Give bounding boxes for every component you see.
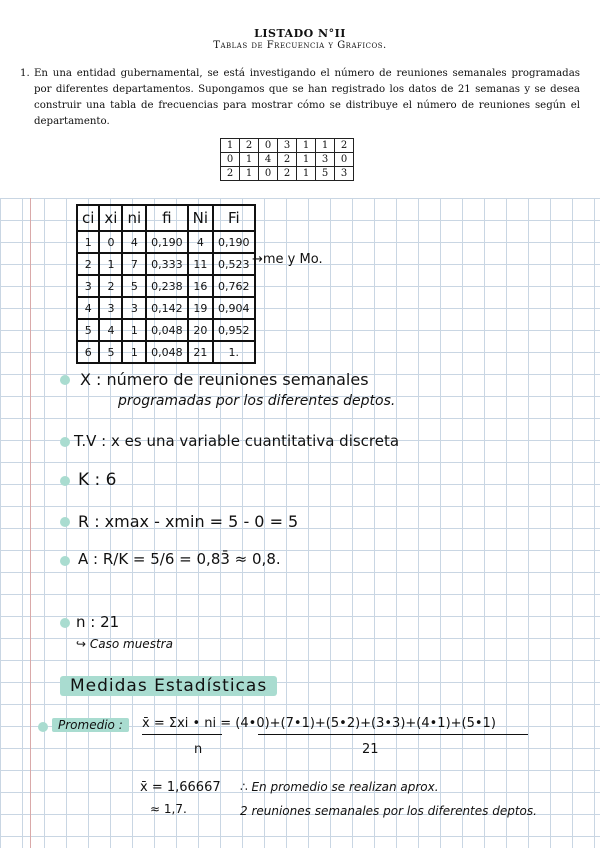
freq-header-xi: xi	[99, 205, 122, 231]
raw-data-cell: 5	[316, 167, 335, 181]
freq-cell: 0,190	[146, 231, 188, 253]
document-header	[0, 0, 600, 200]
freq-cell: 4	[122, 231, 146, 253]
freq-header-ni: Ni	[188, 205, 213, 231]
mean-formula: x̄ = Σxi • ni = (4•0)+(7•1)+(5•2)+(3•3)+(4•1)+(5•1)	[142, 716, 496, 731]
freq-cell: 1	[99, 253, 122, 275]
raw-data-cell: 0	[335, 153, 354, 167]
raw-data-cell: 3	[316, 153, 335, 167]
table-row	[77, 319, 255, 341]
mean-denominator-n: n	[194, 742, 203, 757]
freq-cell: 1	[122, 341, 146, 363]
freq-cell: 4	[77, 297, 99, 319]
freq-cell: 16	[188, 275, 213, 297]
medidas-heading: Medidas Estadísticas	[60, 676, 277, 696]
freq-header-fi: Fi	[213, 205, 255, 231]
table-row	[77, 297, 255, 319]
freq-cell: 0,762	[213, 275, 255, 297]
raw-data-cell: 1	[297, 153, 316, 167]
k-value: K : 6	[78, 470, 117, 490]
variable-definition-cont: programadas por los diferentes deptos.	[118, 393, 396, 409]
promedio-label: Promedio :	[52, 718, 129, 732]
sample-size: n : 21	[76, 613, 120, 631]
mean-result: x̄ = 1,66667	[140, 780, 221, 795]
freq-cell: 1	[77, 231, 99, 253]
median-mode-note: →me y Mo.	[252, 252, 323, 267]
fraction-line	[142, 734, 222, 735]
raw-data-cell: 2	[335, 139, 354, 153]
notebook-margin	[30, 198, 31, 848]
amplitude-value: A : R/K = 5/6 = 0,83̄ ≈ 0,8.	[78, 550, 281, 568]
freq-cell: 4	[99, 319, 122, 341]
variable-definition: X : número de reuniones semanales	[80, 370, 369, 389]
freq-header-ni: ni	[122, 205, 146, 231]
raw-data-row	[221, 153, 354, 167]
raw-data-cell: 1	[240, 153, 259, 167]
raw-data-cell: 1	[240, 167, 259, 181]
freq-cell: 0,142	[146, 297, 188, 319]
raw-data-row	[221, 167, 354, 181]
freq-cell: 0,048	[146, 319, 188, 341]
freq-cell: 0,523	[213, 253, 255, 275]
bullet-icon	[60, 375, 70, 385]
freq-cell: 11	[188, 253, 213, 275]
freq-cell: 21	[188, 341, 213, 363]
variable-type: T.V : x es una variable cuantitativa discreta	[74, 432, 400, 450]
mean-denominator-21: 21	[362, 742, 379, 757]
freq-cell: 0,904	[213, 297, 255, 319]
bullet-icon	[60, 556, 70, 566]
raw-data-cell: 2	[240, 139, 259, 153]
freq-cell: 5	[77, 319, 99, 341]
raw-data-cell: 3	[278, 139, 297, 153]
problem-number: 1.	[20, 68, 30, 79]
bullet-icon	[38, 722, 48, 732]
freq-cell: 2	[77, 253, 99, 275]
conclusion-line1: ∴ En promedio se realizan aprox.	[240, 780, 439, 794]
freq-cell: 4	[188, 231, 213, 253]
raw-data-cell: 2	[278, 153, 297, 167]
raw-data-cell: 0	[221, 153, 240, 167]
freq-cell: 20	[188, 319, 213, 341]
freq-cell: 7	[122, 253, 146, 275]
raw-data-cell: 2	[278, 167, 297, 181]
raw-data-cell: 1	[297, 139, 316, 153]
bullet-icon	[60, 517, 70, 527]
table-row	[77, 253, 255, 275]
freq-cell: 0,048	[146, 341, 188, 363]
freq-cell: 0,333	[146, 253, 188, 275]
freq-cell: 3	[77, 275, 99, 297]
freq-cell: 3	[122, 297, 146, 319]
conclusion-line2: 2 reuniones semanales por los diferentes deptos.	[240, 804, 537, 818]
raw-data-cell: 0	[259, 167, 278, 181]
freq-cell: 5	[122, 275, 146, 297]
raw-data-row	[221, 139, 354, 153]
freq-cell: 19	[188, 297, 213, 319]
freq-cell: 0,238	[146, 275, 188, 297]
problem-text: En una entidad gubernamental, se está investigando el número de reuniones semanales programadas por diferentes departamentos. Supongamos que se han registrado los datos de 21 semanas y se desea construir una tabla de frecuencias para mostrar cómo se distribuye el número de reuniones según el departamento.	[34, 68, 580, 127]
problem-statement	[20, 66, 580, 130]
freq-cell: 3	[99, 297, 122, 319]
mean-approx: ≈ 1,7.	[150, 802, 187, 816]
table-row	[77, 341, 255, 363]
raw-data-cell: 0	[259, 139, 278, 153]
sample-note: ↪ Caso muestra	[76, 637, 173, 651]
raw-data-cell: 2	[221, 167, 240, 181]
bullet-icon	[60, 437, 70, 447]
freq-cell: 2	[99, 275, 122, 297]
freq-cell: 0,190	[213, 231, 255, 253]
freq-header-ci: ci	[77, 205, 99, 231]
raw-data-table	[220, 138, 354, 181]
page-subtitle: Tablas de Frecuencia y Graficos.	[213, 40, 387, 51]
raw-data-cell: 1	[221, 139, 240, 153]
range-value: R : xmax - xmin = 5 - 0 = 5	[78, 512, 299, 531]
bullet-icon	[60, 618, 70, 628]
freq-cell: 1	[122, 319, 146, 341]
freq-cell: 5	[99, 341, 122, 363]
table-row	[77, 275, 255, 297]
frequency-table	[76, 204, 256, 364]
bullet-icon	[60, 476, 70, 486]
table-row	[77, 231, 255, 253]
fraction-line	[258, 734, 528, 735]
freq-cell: 6	[77, 341, 99, 363]
freq-cell: 0,952	[213, 319, 255, 341]
freq-header-fi: fi	[146, 205, 188, 231]
raw-data-cell: 4	[259, 153, 278, 167]
freq-cell: 0	[99, 231, 122, 253]
raw-data-cell: 1	[316, 139, 335, 153]
raw-data-cell: 3	[335, 167, 354, 181]
freq-cell: 1.	[213, 341, 255, 363]
page-title: LISTADO N°II	[254, 27, 346, 40]
raw-data-cell: 1	[297, 167, 316, 181]
